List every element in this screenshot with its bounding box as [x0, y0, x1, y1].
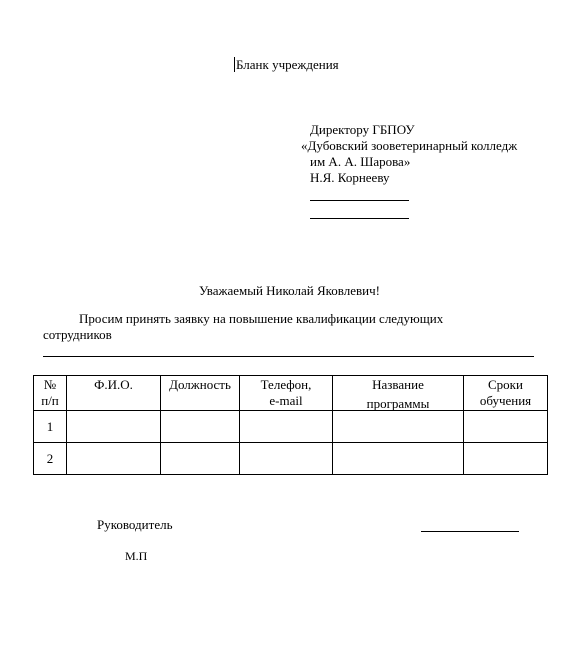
cell-position	[161, 411, 240, 443]
recipient-signature-line-1	[310, 200, 409, 201]
cell-training-dates	[464, 443, 548, 475]
cell-training-dates	[464, 411, 548, 443]
table-row	[34, 411, 548, 443]
table-row	[34, 443, 548, 475]
cell-full-name	[67, 411, 161, 443]
cell-program-name	[333, 411, 464, 443]
row-number: 2	[34, 443, 67, 475]
header-position: Должность	[161, 376, 240, 411]
text-cursor	[234, 57, 235, 72]
recipient-name: Н.Я. Корнееву	[310, 170, 390, 185]
signature-line	[421, 531, 519, 532]
request-text-line-1: Просим принять заявку на повышение квалификации следующих	[79, 311, 444, 326]
employees-table	[33, 375, 548, 475]
cell-full-name	[67, 443, 161, 475]
recipient-signature-line-2	[310, 218, 409, 219]
stamp-label: М.П	[125, 549, 148, 563]
header-program-name: Название программы	[333, 376, 464, 411]
salutation: Уважаемый Николай Яковлевич!	[199, 283, 380, 298]
signer-label: Руководитель	[97, 517, 173, 532]
recipient-title: Директору ГБПОУ	[310, 122, 415, 137]
header-full-name: Ф.И.О.	[67, 376, 161, 411]
table-header-row	[34, 376, 548, 411]
header-number: № п/п	[34, 376, 67, 411]
row-number: 1	[34, 411, 67, 443]
cell-phone-email	[240, 411, 333, 443]
recipient-organization: «Дубовский зооветеринарный колледж	[301, 138, 518, 153]
request-underline	[43, 356, 534, 357]
cell-phone-email	[240, 443, 333, 475]
letterhead-label: Бланк учреждения	[236, 57, 339, 72]
request-text-line-2: сотрудников	[43, 327, 112, 342]
cell-program-name	[333, 443, 464, 475]
header-phone-email: Телефон, e-mail	[240, 376, 333, 411]
cell-position	[161, 443, 240, 475]
header-training-dates: Сроки обучения	[464, 376, 548, 411]
recipient-organization-name: им А. А. Шарова»	[310, 154, 411, 169]
